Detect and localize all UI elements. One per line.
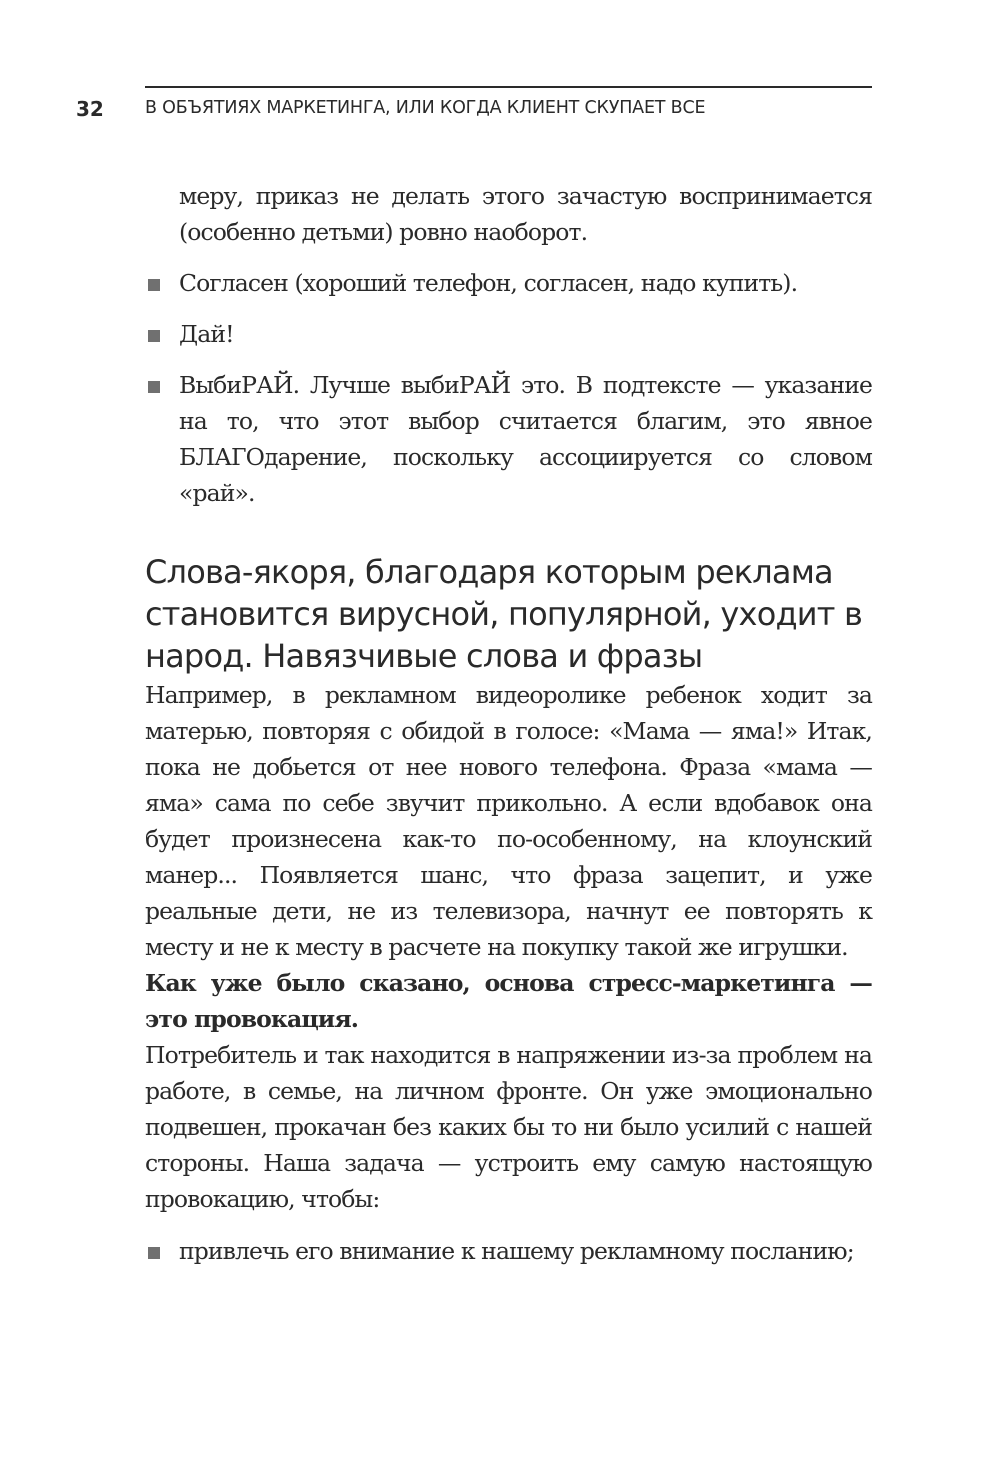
square-bullet-icon: [148, 381, 160, 393]
bullet-list-2: [145, 1233, 872, 1269]
continuation-text: меру, приказ не делать этого зачастую воспринимается (особенно детьми) ровно наоборот.: [179, 182, 872, 246]
square-bullet-icon: [148, 330, 160, 342]
bold-statement: Как уже было сказано, основа стресс-маркетинга — это провокация.: [145, 969, 872, 1033]
square-bullet-icon: [148, 1247, 160, 1259]
list-item: [145, 265, 872, 301]
running-head: В ОБЪЯТИЯХ МАРКЕТИНГА, ИЛИ КОГДА КЛИЕНТ СКУПАЕТ ВСЕ: [145, 98, 706, 118]
page-number: 32: [76, 97, 104, 121]
body-paragraph: Потребитель и так находится в напряжении из-за проблем на работе, в семье, на личном фронте. Он уже эмоционально подвешен, прокачан без каких бы то ни было усилий с нашей стороны. Наша задача — устроить ему самую настоящую провокацию, чтобы:: [145, 1041, 872, 1213]
body-paragraph: Например, в рекламном видеоролике ребенок ходит за матерью, повторяя с обидой в голосе: «Мама — яма!» Итак, пока не добьется от нее нового телефона. Фраза «мама — яма» сама по себе звучит прикольно. А если вдобавок она будет произнесена как-то по-особенному, на клоунский манер... Появляется шанс, что фраза зацепит, и уже реальные дети, не из телевизора, начнут ее повторять к месту и не к месту в расчете на покупку такой же игрушки.: [145, 681, 872, 961]
list-item-text: Согласен (хороший телефон, согласен, надо купить).: [179, 269, 798, 297]
section-heading: Слова-якоря, благодаря которым реклама становится вирусной, популярной, уходит в народ. Навязчивые слова и фразы: [145, 553, 863, 675]
square-bullet-icon: [148, 279, 160, 291]
bullet-list-1: [145, 265, 872, 511]
list-item: [145, 316, 872, 352]
page-body: [145, 178, 872, 1269]
list-item-text: Дай!: [179, 320, 234, 348]
list-item: [145, 367, 872, 511]
list-item-text: привлечь его внимание к нашему рекламному посланию;: [179, 1237, 854, 1265]
header-rule: [145, 86, 872, 88]
list-item-text: ВыбиРАЙ. Лучше выбиРАЙ это. В подтексте — указание на то, что этот выбор считается благим, это явное БЛАГОдарение, поскольку ассоциируется со словом «рай».: [179, 371, 872, 507]
list-item: [145, 1233, 872, 1269]
